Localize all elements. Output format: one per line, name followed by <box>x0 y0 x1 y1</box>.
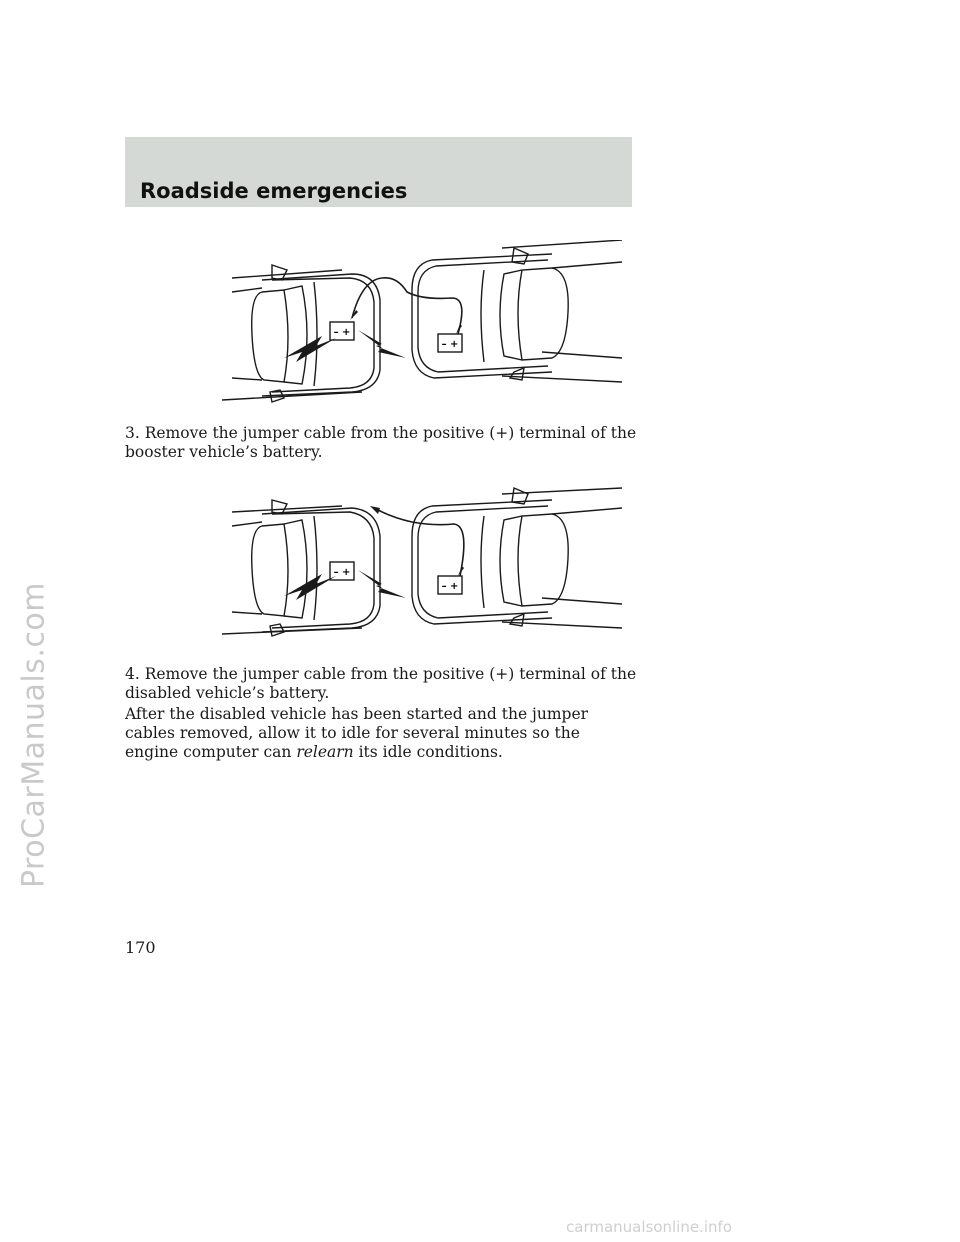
step-3-text: 3. Remove the jumper cable from the positive (+) terminal of the booster vehicle’s battery. <box>125 424 637 461</box>
page-number: 170 <box>125 938 156 957</box>
jump-start-figure-1 <box>222 240 622 408</box>
section-header <box>125 137 632 207</box>
svg-text:– +: – + <box>333 567 351 578</box>
svg-text:– +: – + <box>441 339 459 350</box>
section-title: Roadside emergencies <box>140 179 408 203</box>
booster-car-outline <box>412 488 622 628</box>
booster-battery-icon <box>438 334 462 352</box>
disabled-car-outline <box>222 500 380 636</box>
spark-warning-icon <box>284 574 336 600</box>
booster-car-outline <box>412 240 622 382</box>
after-start-text: After the disabled vehicle has been started and the jumper cables removed, allow it to idle for several minutes so the engine computer can relearn its idle conditions. <box>125 705 589 761</box>
step-4-text: 4. Remove the jumper cable from the positive (+) terminal of the disabled vehicle’s battery. <box>125 665 637 702</box>
svg-text:– +: – + <box>441 581 459 592</box>
footer-watermark: carmanualsonline.info <box>566 1218 732 1236</box>
relearn-emphasis: relearn <box>296 743 354 761</box>
jump-start-figure-2 <box>222 484 622 646</box>
loose-cable-clamp-icon <box>370 506 380 514</box>
side-watermark <box>8 510 60 960</box>
spark-warning-icon <box>358 570 406 598</box>
disabled-battery-icon <box>330 322 354 340</box>
spark-warning-icon <box>284 336 336 362</box>
side-watermark-text: ProCarManuals.com <box>16 581 52 889</box>
spark-warning-icon <box>358 330 406 358</box>
svg-text:– +: – + <box>333 327 351 338</box>
booster-battery-icon <box>438 576 462 594</box>
disabled-car-outline <box>222 265 380 402</box>
disconnected-jumper-cable <box>378 510 464 576</box>
